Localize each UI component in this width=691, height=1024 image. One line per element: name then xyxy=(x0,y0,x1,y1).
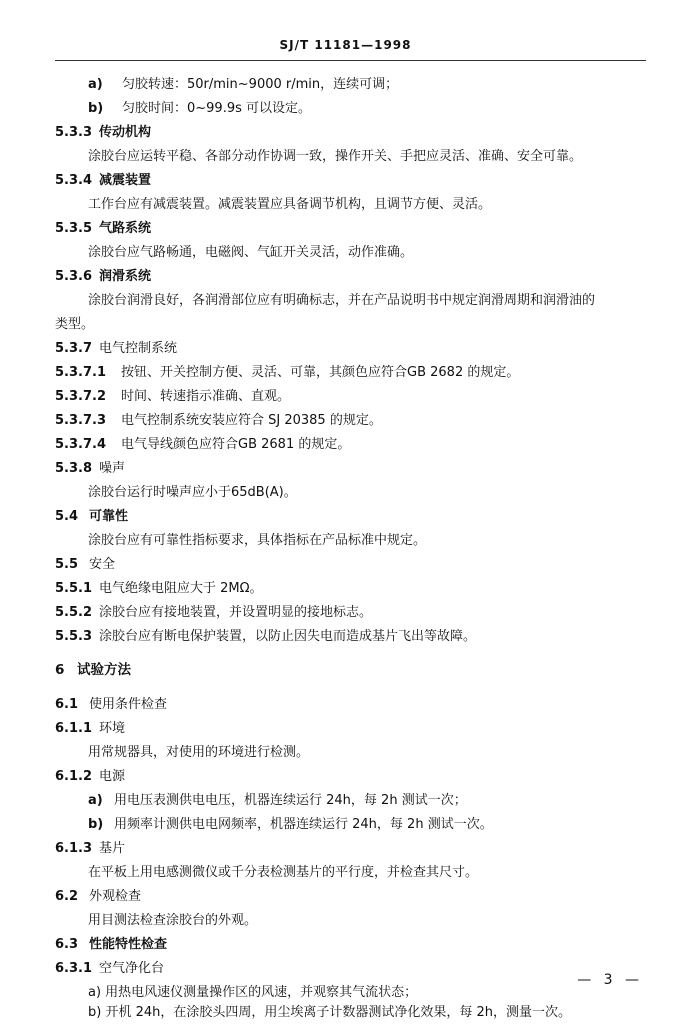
list-item: b) 匀胶时间：0~99.9s 可以设定。 xyxy=(88,101,312,116)
section-heading: 5.3.8 噪声 xyxy=(55,461,126,476)
clause: 5.3.7.4 电气导线颜色应符合GB 2681 的规定。 xyxy=(55,437,351,452)
section-heading: 5.3.5 气路系统 xyxy=(55,221,152,236)
clause: 5.3.7.3 电气控制系统安装应符合 SJ 20385 的规定。 xyxy=(55,413,382,428)
section-heading: 6.1.2 电源 xyxy=(55,769,126,784)
section-heading: 6.2 外观检查 xyxy=(55,889,142,904)
section-heading: 5.3.6 润滑系统 xyxy=(55,269,152,284)
section-heading: 5.3.3 传动机构 xyxy=(55,125,152,140)
paragraph: 用常规器具，对使用的环境进行检测。 xyxy=(88,745,310,760)
list-item: b) 用频率计测供电电网频率，机器连续运行 24h，每 2h 测试一次。 xyxy=(88,817,493,832)
paragraph: b) 开机 24h，在涂胶头四周，用尘埃离子计数器测试净化效果，每 2h，测量一次。 xyxy=(88,1005,572,1020)
page-number: — 3 — xyxy=(577,972,643,988)
section-heading: 6.1.3 基片 xyxy=(55,841,126,856)
section-heading: 5.3.4 减震装置 xyxy=(55,173,152,188)
clause: 5.5.2 涂胶台应有接地装置，并设置明显的接地标志。 xyxy=(55,605,373,620)
paragraph: 涂胶台应气路畅通，电磁阀、气缸开关灵活，动作准确。 xyxy=(88,245,414,260)
paragraph: 在平板上用电感测微仪或千分表检测基片的平行度，并检查其尺寸。 xyxy=(88,865,479,880)
standard-number-header: SJ/T 11181—1998 xyxy=(279,38,412,52)
paragraph-continuation: 类型。 xyxy=(55,317,95,332)
section-heading: 6.3.1 空气净化台 xyxy=(55,961,165,976)
paragraph: 涂胶台应有可靠性指标要求，具体指标在产品标准中规定。 xyxy=(88,533,427,548)
section-heading: 5.5 安全 xyxy=(55,557,116,572)
section-heading: 6.1.1 环境 xyxy=(55,721,126,736)
header-rule xyxy=(55,60,646,61)
clause: 5.5.3 涂胶台应有断电保护装置，以防止因失电而造成基片飞出等故障。 xyxy=(55,629,477,644)
list-item: a) 匀胶转速：50r/min~9000 r/min，连续可调； xyxy=(88,77,399,92)
section-heading: 6.1 使用条件检查 xyxy=(55,697,168,712)
section-heading: 5.3.7 电气控制系统 xyxy=(55,341,178,356)
clause: 5.3.7.2 时间、转速指示准确、直观。 xyxy=(55,389,291,404)
paragraph: 涂胶台运行时噪声应小于65dB(A)。 xyxy=(88,485,297,500)
paragraph: a) 用热电风速仪测量操作区的风速，并观察其气流状态； xyxy=(88,985,418,1000)
clause: 5.3.7.1 按钮、开关控制方便、灵活、可靠，其颜色应符合GB 2682 的规定。 xyxy=(55,365,520,380)
paragraph: 涂胶台应运转平稳、各部分动作协调一致，操作开关、手把应灵活、准确、安全可靠。 xyxy=(88,149,583,164)
section-heading: 5.4 可靠性 xyxy=(55,509,129,524)
clause: 5.5.1 电气绝缘电阻应大于 2MΩ。 xyxy=(55,581,263,596)
paragraph: 工作台应有减震装置。减震装置应具备调节机构，且调节方便、灵活。 xyxy=(88,197,492,212)
section-heading: 6.3 性能特性检查 xyxy=(55,937,168,952)
chapter-heading: 6 试验方法 xyxy=(55,662,131,678)
paragraph: 用目测法检查涂胶台的外观。 xyxy=(88,913,258,928)
paragraph: 涂胶台润滑良好，各润滑部位应有明确标志，并在产品说明书中规定润滑周期和润滑油的 xyxy=(88,293,596,308)
list-item: a) 用电压表测供电电压，机器连续运行 24h，每 2h 测试一次； xyxy=(88,793,467,808)
